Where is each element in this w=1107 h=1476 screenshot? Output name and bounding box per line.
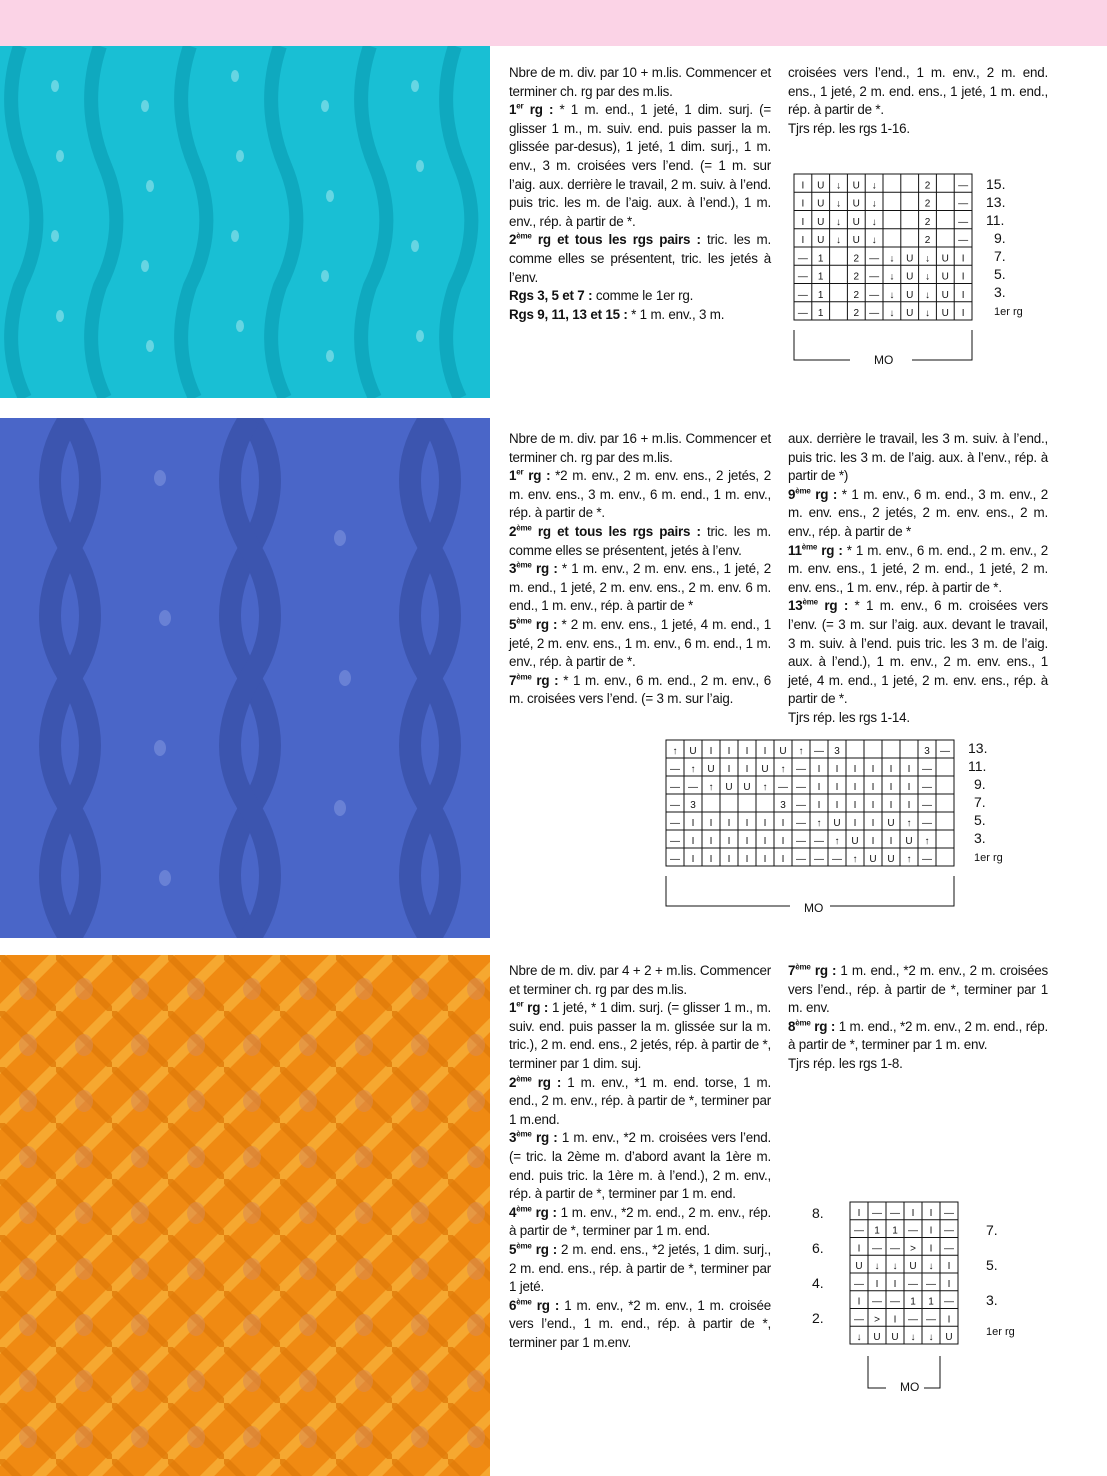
chart-symbol: U <box>873 1332 881 1343</box>
chart-symbol: I <box>947 1278 951 1290</box>
chart-symbol: 2 <box>853 308 860 319</box>
chart-symbol: — <box>958 216 969 228</box>
row-label: 3. <box>974 830 986 846</box>
chart-symbol: U <box>689 746 697 757</box>
chart-symbol: I <box>929 1207 933 1219</box>
chart-symbol: ↑ <box>906 818 912 829</box>
chart-symbol: I <box>709 854 713 865</box>
chart-symbol: — <box>797 271 808 283</box>
chart-symbol: — <box>797 253 808 265</box>
row-label: 8. <box>812 1205 824 1221</box>
text-paragraph: 5ème rg : 2 m. end. ens., *2 jetés, 1 dim. surj., 2 m. end. ens., rép. à partir de *, terminer par 1 jeté. <box>509 1241 771 1295</box>
chart-symbol: I <box>947 1261 951 1272</box>
text-paragraph: Nbre de m. div. par 16 + m.lis. Commencer et terminer ch. rg par des m.lis. <box>509 431 771 465</box>
chart-symbol: — <box>869 308 880 319</box>
chart-symbol: I <box>857 1207 861 1219</box>
chart-symbol: 1 <box>928 1296 934 1308</box>
chart-symbol: — <box>854 1225 864 1237</box>
text-paragraph: Tjrs rép. les rgs 1-8. <box>788 1055 903 1071</box>
chart-symbol: ↑ <box>834 836 840 847</box>
row-label: 11. <box>986 212 1005 228</box>
chart-symbol: I <box>709 746 713 757</box>
chart-symbol: — <box>944 1296 954 1308</box>
chart-symbol: 3 <box>924 746 930 757</box>
chart-symbol: I <box>961 308 965 319</box>
chart-symbol: I <box>853 782 857 793</box>
chart-symbol: I <box>961 253 965 265</box>
text-paragraph: 3ème rg : * 1 m. env., 2 m. env. ens., 1 jeté, 2 m. end., 1 jeté, 2 m. env. ens., 2 m. env. 6 m. end., 1 m. env., rép. à partir de * <box>509 560 772 614</box>
text-paragraph: 4ème rg : 1 m. env., *2 m. end., 2 m. env., rép. à partir de *, terminer par 1 m. end. <box>509 1204 772 1239</box>
chart-symbol: U <box>851 836 859 847</box>
chart-symbol: I <box>871 764 875 775</box>
chart-symbol: 3 <box>780 800 786 811</box>
chart-symbol: — <box>854 1314 864 1326</box>
chart-symbol: — <box>908 1225 918 1237</box>
chart-symbol: ↓ <box>836 180 841 192</box>
chart-symbol: — <box>922 764 932 775</box>
chart-symbol: ↓ <box>925 289 930 301</box>
text-paragraph: 11ème rg : * 1 m. env., 6 m. end., 2 m. env., 2 m. env. ens., 1 jeté, 2 m. end., 1 jeté, 2 m. env. ens., 1 m. env., rép. à partir de *. <box>788 542 1048 595</box>
section3-instructions-col2 <box>788 962 1048 1074</box>
chart-symbol: U <box>852 180 860 192</box>
chart-symbol: 2 <box>924 216 931 228</box>
text-paragraph: 1er rg : 1 jeté, * 1 dim. surj. (= glisser 1 m., m. suiv. end. puis passer la m. glissée sur la m. tric.), 2 m. end. ens., 2 jetés, rép. à partir de *, terminer par 1 dim. suj. <box>509 999 771 1071</box>
section2-instructions-col2 <box>788 430 1048 728</box>
chart-symbol: I <box>871 782 875 793</box>
chart-symbol: — <box>670 800 680 811</box>
chart-symbol: — <box>908 1314 918 1326</box>
chart-symbol: — <box>872 1296 882 1308</box>
chart-symbol: U <box>817 198 825 210</box>
text-paragraph: Rgs 3, 5 et 7 : comme le 1er rg. <box>509 288 694 304</box>
chart-symbol: U <box>779 746 787 757</box>
chart-symbol: U <box>852 216 860 228</box>
chart-symbol: U <box>906 308 914 319</box>
chart-symbol: 2 <box>924 180 931 192</box>
row-label: 9. <box>994 230 1006 246</box>
chart-symbol: 2 <box>924 235 931 246</box>
chart-symbol: ↑ <box>672 746 678 757</box>
chart-symbol: 1 <box>892 1225 898 1237</box>
chart-symbol: — <box>908 1278 918 1290</box>
chart-symbol: ↓ <box>871 198 877 210</box>
chart-symbol: I <box>929 1225 933 1237</box>
knit-swatch-turquoise <box>0 46 490 398</box>
chart-symbol: I <box>727 818 731 829</box>
chart-symbol: > <box>910 1243 916 1255</box>
chart-symbol: — <box>854 1278 864 1290</box>
text-paragraph: 7ème rg : 1 m. end., *2 m. env., 2 m. croisées vers l’end., rép. à partir de *, terminer par 1 m. env. <box>788 962 1049 1016</box>
chart-symbol: 1 <box>817 308 824 319</box>
chart-symbol: — <box>670 836 680 847</box>
chart-symbol: — <box>958 235 969 246</box>
chart-symbol: U <box>743 782 751 793</box>
section3-knitting-chart <box>846 1198 962 1398</box>
section2-knitting-chart <box>662 736 962 916</box>
chart-symbol: — <box>944 1225 954 1237</box>
chart-symbol: — <box>796 854 806 865</box>
chart-symbol: U <box>945 1332 953 1343</box>
chart-symbol: ↓ <box>836 198 841 210</box>
chart-symbol: I <box>871 836 875 847</box>
chart-symbol: I <box>835 800 839 811</box>
chart-symbol: — <box>922 818 932 829</box>
chart-symbol: — <box>958 198 969 210</box>
chart-symbol: U <box>906 253 914 265</box>
row-label: 7. <box>974 794 986 810</box>
chart-symbol: 1 <box>817 289 824 301</box>
chart-symbol: U <box>941 308 949 319</box>
chart-symbol: I <box>817 800 821 811</box>
text-paragraph: Tjrs rép. les rgs 1-14. <box>788 709 910 725</box>
chart-symbol: — <box>796 764 806 775</box>
text-paragraph: croisées vers l’end., 1 m. env., 2 m. end. ens., 1 jeté, 2 m. end. ens., 1 jeté, 1 m. end., rép. à partir de *. <box>788 65 1048 118</box>
chart-symbol: — <box>890 1207 900 1219</box>
chart-symbol: ↑ <box>906 854 912 865</box>
chart-symbol: ↓ <box>928 1332 934 1343</box>
chart-symbol: ↑ <box>798 746 804 757</box>
knit-swatch-orange <box>0 955 490 1476</box>
chart-symbol: I <box>817 764 821 775</box>
chart-symbol: ↑ <box>762 782 768 793</box>
chart-symbol: U <box>905 836 913 847</box>
chart-symbol: — <box>670 854 680 865</box>
chart-symbol: I <box>961 271 965 283</box>
row-label: 7. <box>994 248 1006 264</box>
chart-symbol: I <box>857 1243 861 1255</box>
chart-symbol: — <box>670 764 680 775</box>
chart-symbol: 2 <box>853 253 860 265</box>
chart-symbol: U <box>941 271 949 283</box>
row-label: 13. <box>968 740 988 756</box>
chart-symbol: U <box>817 216 825 228</box>
section1-instructions-col2 <box>788 64 1048 138</box>
chart-symbol: U <box>761 764 769 775</box>
chart-symbol: — <box>872 1243 882 1255</box>
chart-symbol: U <box>869 854 877 865</box>
cast-on-label: MO <box>874 353 894 367</box>
chart-symbol: U <box>906 289 914 301</box>
chart-symbol: — <box>926 1278 936 1290</box>
chart-symbol: U <box>906 271 914 283</box>
chart-symbol: I <box>745 836 749 847</box>
chart-symbol: ↓ <box>889 308 895 319</box>
chart-symbol: — <box>890 1296 900 1308</box>
chart-symbol: I <box>907 800 911 811</box>
first-row-label: 1er rg <box>974 852 1003 864</box>
chart-symbol: ↓ <box>874 1261 880 1272</box>
chart-symbol: — <box>869 289 880 301</box>
chart-symbol: I <box>857 1296 861 1308</box>
chart-symbol: ↓ <box>925 253 930 265</box>
text-paragraph: 2ème rg : 1 m. env., *1 m. end. torse, 1 m. end., 2 m. env., rép. à partir de *, terminer par 1 m.end. <box>509 1074 771 1127</box>
chart-symbol: — <box>670 782 680 793</box>
chart-symbol: U <box>887 854 895 865</box>
chart-symbol: ↓ <box>889 271 895 283</box>
chart-symbol: — <box>814 746 824 757</box>
chart-symbol: ↓ <box>856 1332 862 1343</box>
chart-symbol: — <box>944 1243 954 1255</box>
text-paragraph: 1er rg : *2 m. env., 2 m. env. ens., 2 jetés, 2 m. env. ens., 3 m. env., 6 m. end., 1 m. env., rép. à partir de *. <box>509 467 771 521</box>
chart-symbol: I <box>801 216 805 228</box>
text-paragraph: Tjrs rép. les rgs 1-16. <box>788 120 910 136</box>
chart-symbol: I <box>853 764 857 775</box>
chart-symbol: ↑ <box>690 764 696 775</box>
chart-symbol: — <box>872 1207 882 1219</box>
chart-symbol: I <box>871 818 875 829</box>
row-label: 3. <box>986 1292 998 1308</box>
chart-symbol: U <box>852 198 860 210</box>
chart-symbol: U <box>833 818 841 829</box>
text-paragraph: Rgs 9, 11, 13 et 15 : * 1 m. env., 3 m. <box>509 306 725 322</box>
chart-symbol: I <box>817 782 821 793</box>
chart-symbol: I <box>691 836 695 847</box>
chart-symbol: I <box>745 818 749 829</box>
chart-symbol: I <box>745 854 749 865</box>
chart-symbol: ↓ <box>925 308 930 319</box>
first-row-label: 1er rg <box>994 306 1023 318</box>
chart-symbol: I <box>763 854 767 865</box>
section1-instructions-col1 <box>509 64 771 324</box>
chart-symbol: I <box>763 746 767 757</box>
text-paragraph: 2ème rg et tous les rgs pairs : tric. les m. comme elles se présentent, tric. les jetés à l’env. <box>509 231 771 285</box>
chart-symbol: I <box>691 854 695 865</box>
chart-symbol: ↓ <box>928 1261 934 1272</box>
chart-symbol: — <box>890 1243 900 1255</box>
chart-symbol: U <box>941 289 949 301</box>
chart-symbol: — <box>944 1207 954 1219</box>
chart-symbol: 2 <box>853 271 860 283</box>
text-paragraph: 8ème rg : 1 m. end., *2 m. env., 2 m. end., rép. à partir de *, terminer par 1 m. env. <box>788 1018 1048 1053</box>
chart-symbol: ↓ <box>871 235 877 246</box>
chart-symbol: I <box>709 836 713 847</box>
text-paragraph: 6ème rg : 1 m. env., *2 m. env., 1 m. croisée vers l’end., 1 m. end., rép. à partir de *, terminer par 1 m.env. <box>509 1297 771 1350</box>
chart-symbol: — <box>688 782 698 793</box>
chart-symbol: U <box>817 235 825 246</box>
chart-symbol: I <box>801 180 805 192</box>
chart-symbol: I <box>853 800 857 811</box>
chart-symbol: U <box>909 1261 917 1272</box>
chart-symbol: > <box>874 1314 880 1326</box>
chart-symbol: I <box>801 198 805 210</box>
chart-symbol: I <box>727 836 731 847</box>
row-label: 9. <box>974 776 986 792</box>
text-paragraph: 13ème rg : * 1 m. env., 6 m. croisées vers l’env. (= 3 m. sur l’aig. aux. devant le travail, 3 m. suiv. à l’end. puis tric. les 3 m. de l’aig. aux. à l’end.), 1 m. env., 2 m. env. ens., 1 jeté, 4 m. end., 1 jeté, 2 m. env. ens., rép. à partir de *. <box>788 597 1048 707</box>
chart-symbol: 2 <box>853 289 860 301</box>
chart-symbol: I <box>947 1314 951 1326</box>
chart-symbol: — <box>869 253 880 265</box>
chart-symbol: 3 <box>834 746 840 757</box>
chart-symbol: I <box>727 854 731 865</box>
chart-symbol: I <box>835 764 839 775</box>
cast-on-label: MO <box>804 901 824 915</box>
chart-symbol: — <box>814 836 824 847</box>
chart-symbol: I <box>853 818 857 829</box>
chart-symbol: — <box>796 818 806 829</box>
chart-symbol: 1 <box>874 1225 880 1237</box>
row-label: 11. <box>968 758 987 774</box>
chart-symbol: I <box>745 746 749 757</box>
row-label: 5. <box>986 1257 998 1273</box>
chart-symbol: I <box>835 782 839 793</box>
text-paragraph: 9ème rg : * 1 m. env., 6 m. end., 3 m. env., 2 m. env. ens., 2 jetés, 2 m. env. ens., 2 m. env., rép. à partir de * <box>788 486 1049 539</box>
chart-symbol: I <box>889 836 893 847</box>
chart-symbol: ↑ <box>708 782 714 793</box>
chart-symbol: — <box>796 782 806 793</box>
row-label: 5. <box>974 812 986 828</box>
chart-symbol: U <box>887 818 895 829</box>
chart-symbol: — <box>778 782 788 793</box>
chart-symbol: I <box>929 1243 933 1255</box>
chart-symbol: — <box>797 289 808 301</box>
chart-symbol: — <box>832 854 842 865</box>
row-label: 6. <box>812 1240 824 1256</box>
chart-symbol: ↓ <box>871 180 877 192</box>
first-row-label: 1er rg <box>986 1326 1015 1338</box>
chart-symbol: 1 <box>817 271 824 283</box>
chart-symbol: — <box>814 854 824 865</box>
chart-symbol: ↓ <box>889 289 895 301</box>
chart-symbol: ↑ <box>780 764 786 775</box>
section1-knitting-chart <box>790 170 980 370</box>
chart-symbol: ↓ <box>925 271 930 283</box>
row-label: 15. <box>986 176 1006 192</box>
chart-symbol: — <box>869 271 880 283</box>
chart-symbol: ↑ <box>852 854 858 865</box>
text-paragraph: 5ème rg : * 2 m. env. ens., 1 jeté, 4 m. end., 1 jeté, 2 m. env. ens., 1 m. env., 6 m. end., 1 m. env., rép. à partir de *. <box>509 616 771 670</box>
chart-symbol: I <box>893 1314 897 1326</box>
chart-symbol: ↓ <box>892 1261 898 1272</box>
chart-symbol: I <box>801 235 805 246</box>
chart-symbol: U <box>852 235 860 246</box>
chart-symbol: ↑ <box>924 836 930 847</box>
top-color-band <box>0 0 1107 46</box>
text-paragraph: 1er rg : * 1 m. end., 1 jeté, 1 dim. surj. (= glisser 1 m., m. suiv. end. puis passer la m. glissée par-desus), 1 jeté, 1 dim. surj., 1 m. env., 3 m. croisées vers l’end. (= 1 m. sur l’aig. aux. derrière le travail, 2 m. suiv. à l’end. puis tric. les m. de l’aig. aux. à l’end.), 1 m. env., rép. à partir de *. <box>509 101 772 229</box>
chart-symbol: — <box>926 1314 936 1326</box>
text-paragraph: Nbre de m. div. par 10 + m.lis. Commencer et terminer ch. rg par des m.lis. <box>509 65 771 99</box>
chart-symbol: 3 <box>690 800 696 811</box>
chart-symbol: ↓ <box>836 235 841 246</box>
chart-symbol: I <box>781 836 785 847</box>
row-label: 4. <box>812 1275 824 1291</box>
chart-symbol: U <box>891 1332 899 1343</box>
chart-symbol: — <box>796 800 806 811</box>
chart-symbol: — <box>940 746 950 757</box>
chart-symbol: ↓ <box>910 1332 916 1343</box>
chart-symbol: ↓ <box>836 216 841 228</box>
text-paragraph: 7ème rg : * 1 m. env., 6 m. end., 2 m. env., 6 m. croisées vers l’end. (= 3 m. sur l’aig. <box>509 672 772 707</box>
chart-symbol: I <box>727 764 731 775</box>
text-paragraph: Nbre de m. div. par 4 + 2 + m.lis. Commencer et terminer ch. rg par des m.lis. <box>509 963 771 997</box>
chart-symbol: 1 <box>910 1296 916 1308</box>
chart-symbol: I <box>709 818 713 829</box>
chart-symbol: I <box>907 764 911 775</box>
chart-symbol: I <box>907 782 911 793</box>
chart-symbol: I <box>875 1278 879 1290</box>
row-label: 3. <box>994 284 1006 300</box>
chart-symbol: U <box>855 1261 863 1272</box>
chart-symbol: I <box>893 1278 897 1290</box>
chart-symbol: — <box>796 836 806 847</box>
row-label: 2. <box>812 1310 824 1326</box>
knit-swatch-blue <box>0 418 490 938</box>
chart-symbol: I <box>781 854 785 865</box>
row-label: 13. <box>986 194 1006 210</box>
chart-symbol: — <box>922 800 932 811</box>
chart-symbol: I <box>745 764 749 775</box>
chart-symbol: ↑ <box>816 818 822 829</box>
chart-symbol: — <box>797 308 808 319</box>
row-label: 5. <box>994 266 1006 282</box>
chart-symbol: I <box>889 800 893 811</box>
chart-symbol: I <box>911 1207 915 1219</box>
text-paragraph: 3ème rg : 1 m. env., *2 m. croisées vers l’end. (= tric. la 2ème m. d’abord avant la 1ère m. end. puis tric. la 1ère m. à l’end.), 2 m. env., rép. à partir de *, terminer par 1 m. end. <box>509 1129 771 1202</box>
chart-symbol: I <box>691 818 695 829</box>
chart-symbol: I <box>727 746 731 757</box>
chart-symbol: 1 <box>817 253 824 265</box>
chart-symbol: I <box>871 800 875 811</box>
chart-symbol: ↓ <box>871 216 877 228</box>
text-paragraph: aux. derrière le travail, les 3 m. suiv. à l’end., puis tric. les 3 m. de l’aig. aux. à l’env., rép. à partir de *) <box>788 431 1048 484</box>
chart-symbol: I <box>781 818 785 829</box>
text-paragraph: 2ème rg et tous les rgs pairs : tric. les m. comme elles se présentent, jetés à l’env. <box>509 523 771 558</box>
chart-symbol: ↓ <box>889 253 895 265</box>
section3-instructions-col1 <box>509 962 771 1352</box>
chart-symbol: — <box>922 782 932 793</box>
chart-symbol: I <box>889 782 893 793</box>
section2-instructions-col1 <box>509 430 771 709</box>
chart-symbol: 2 <box>924 198 931 210</box>
chart-symbol: U <box>707 764 715 775</box>
chart-symbol: U <box>817 180 825 192</box>
row-label: 7. <box>986 1222 998 1238</box>
cast-on-label: MO <box>900 1380 920 1394</box>
chart-symbol: U <box>725 782 733 793</box>
chart-symbol: I <box>763 836 767 847</box>
chart-symbol: U <box>941 253 949 265</box>
chart-symbol: I <box>889 764 893 775</box>
chart-symbol: — <box>958 180 969 192</box>
chart-symbol: — <box>922 854 932 865</box>
chart-symbol: I <box>763 818 767 829</box>
chart-symbol: — <box>670 818 680 829</box>
chart-symbol: I <box>961 289 965 301</box>
